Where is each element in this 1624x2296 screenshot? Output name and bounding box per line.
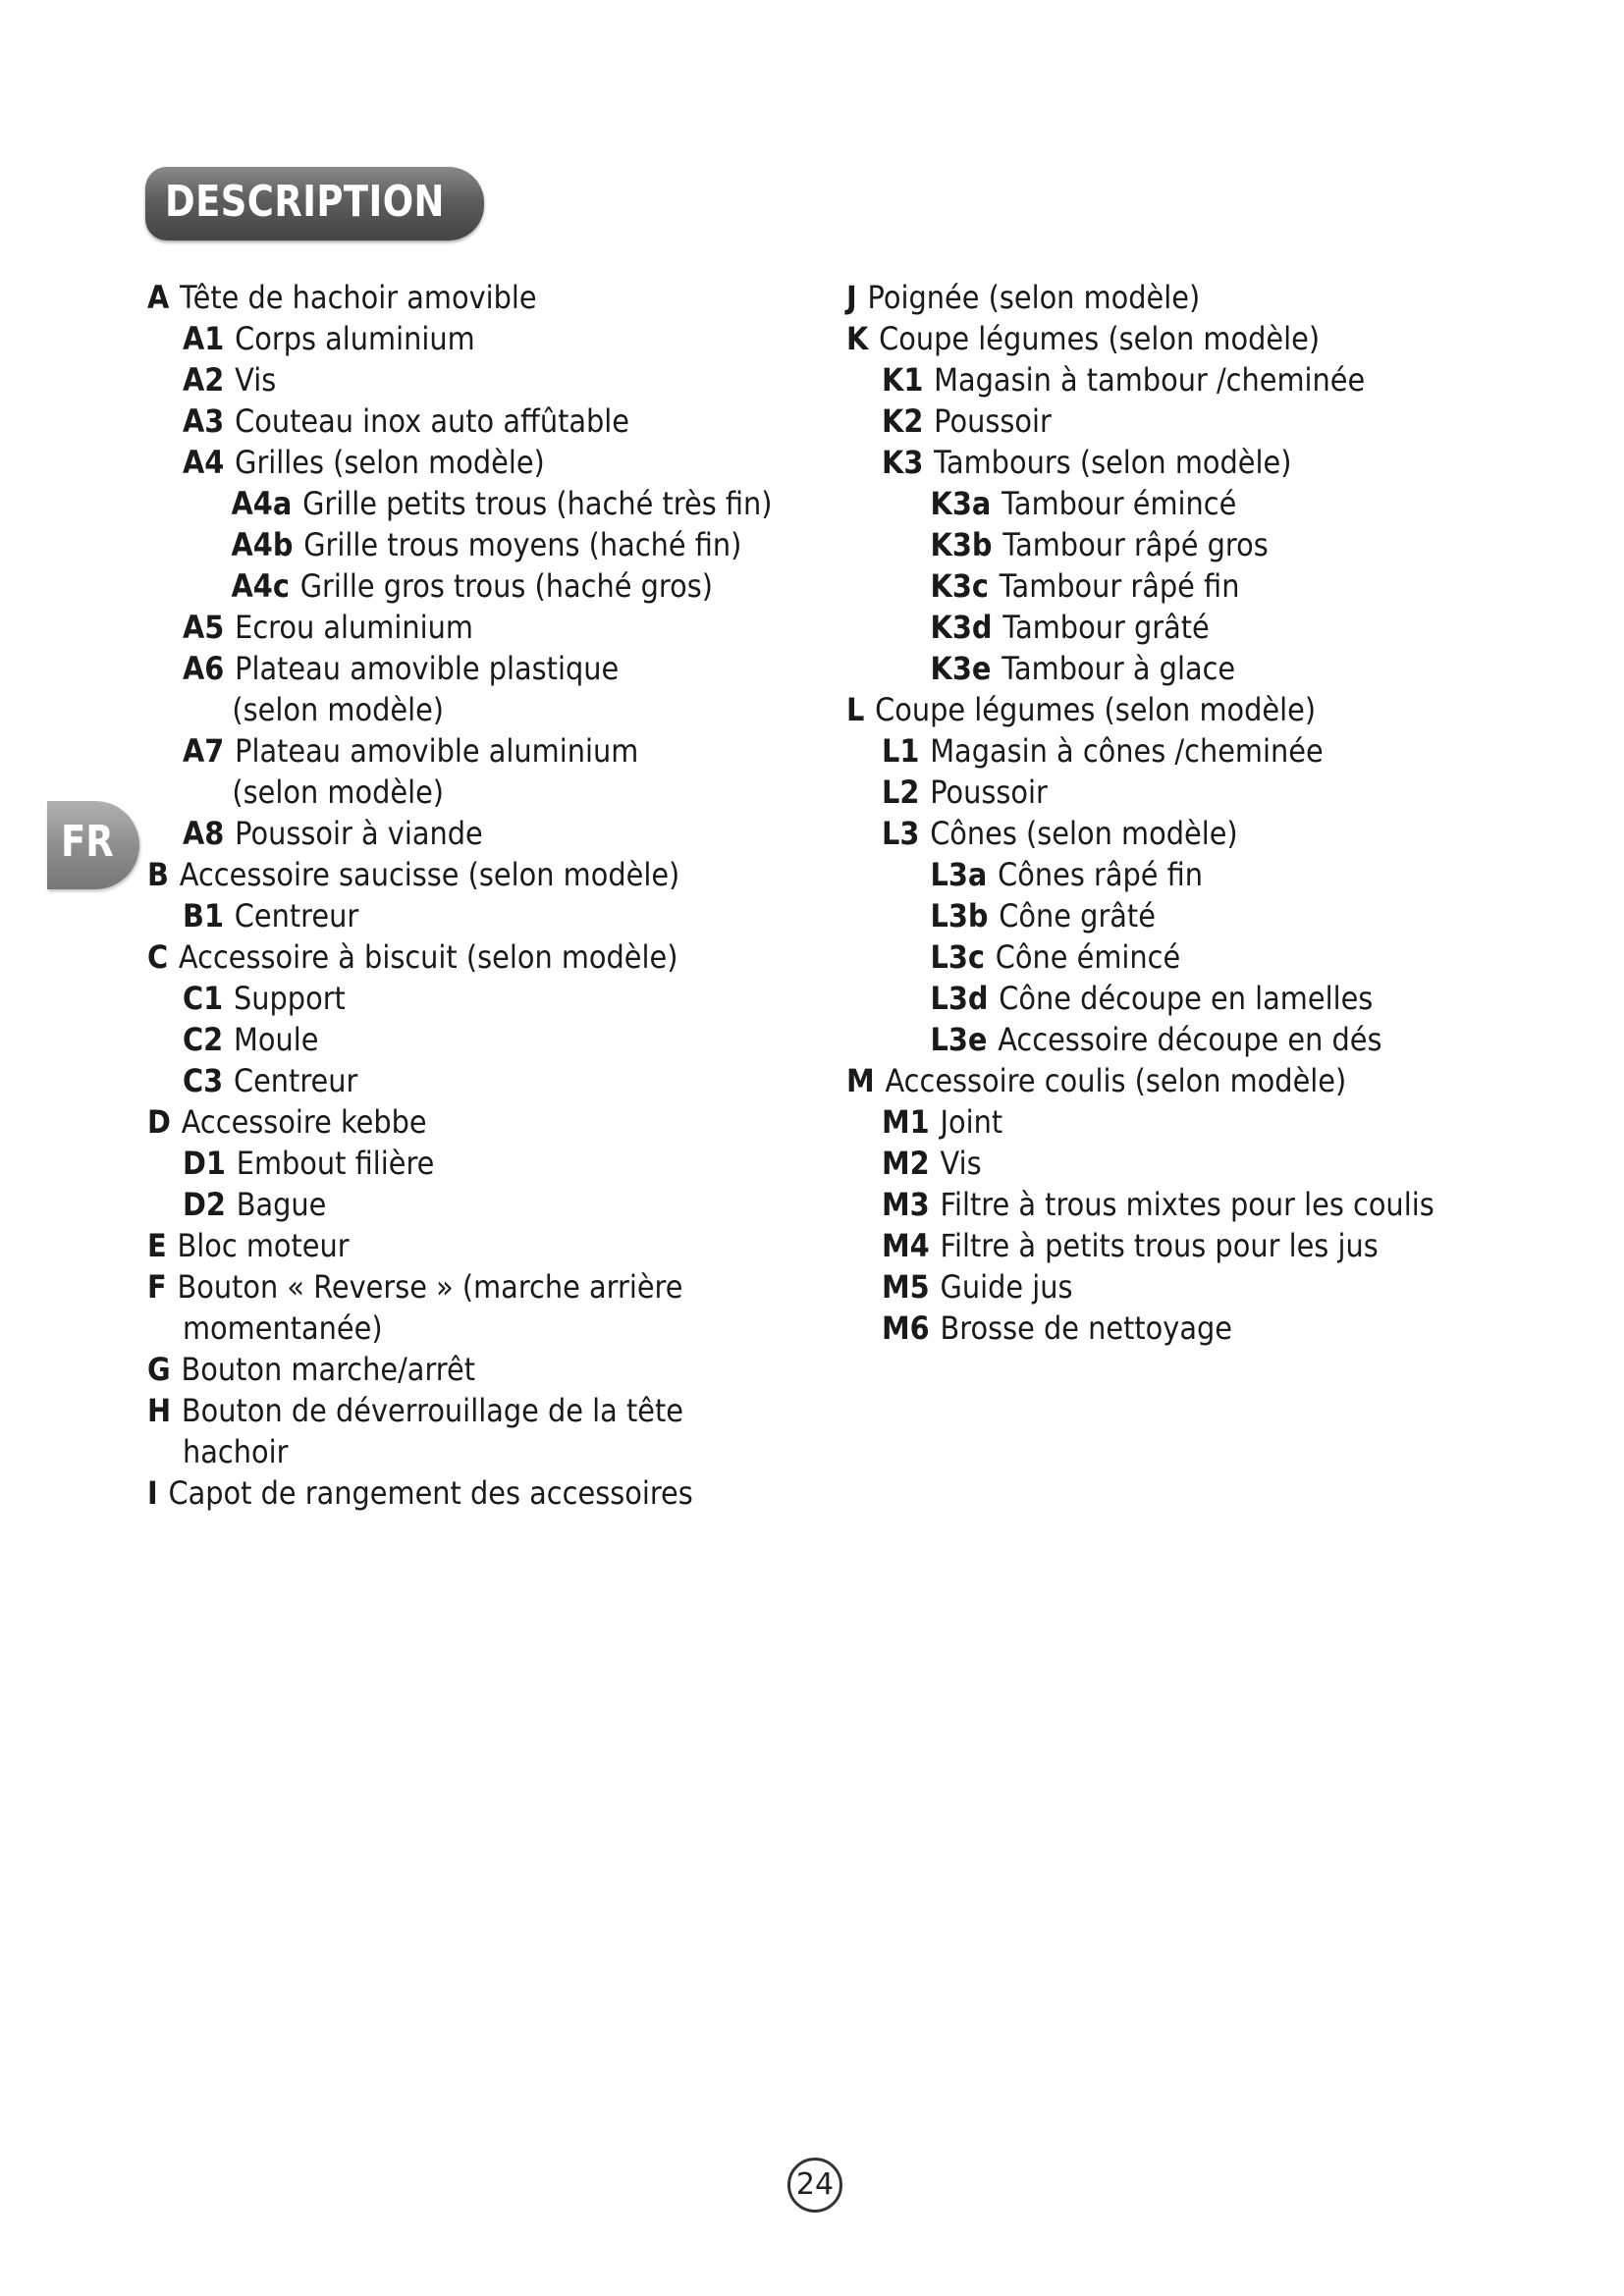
description-item bbox=[846, 936, 1483, 978]
item-code: D1 bbox=[183, 1145, 226, 1182]
description-item-continuation bbox=[147, 1308, 784, 1349]
item-label: Grille trous moyens (haché fin) bbox=[303, 526, 742, 563]
description-item bbox=[846, 978, 1483, 1019]
item-code: A bbox=[147, 279, 170, 316]
description-item bbox=[147, 442, 784, 483]
item-code: L1 bbox=[882, 732, 920, 770]
language-tab bbox=[47, 801, 139, 889]
description-item bbox=[846, 1184, 1483, 1225]
item-code: L bbox=[846, 691, 865, 728]
section-title: DESCRIPTION bbox=[165, 177, 445, 227]
item-code: K1 bbox=[882, 361, 924, 399]
item-label: momentanée) bbox=[183, 1309, 383, 1347]
description-item bbox=[147, 895, 784, 936]
item-label: Cônes râpé fin bbox=[998, 856, 1204, 893]
item-code: L3c bbox=[930, 938, 985, 976]
page-number: 24 bbox=[787, 2158, 842, 2213]
description-item bbox=[846, 1308, 1483, 1349]
description-item bbox=[147, 359, 784, 400]
description-item bbox=[846, 483, 1483, 524]
item-label: Bouton « Reverse » (marche arrière bbox=[177, 1268, 683, 1306]
description-item bbox=[147, 483, 784, 524]
item-label: Coupe légumes (selon modèle) bbox=[879, 320, 1321, 357]
item-code: D bbox=[147, 1103, 171, 1141]
item-label: Cône grâté bbox=[999, 897, 1156, 934]
item-label: Guide jus bbox=[940, 1268, 1073, 1306]
description-item-continuation bbox=[147, 1431, 784, 1472]
description-item bbox=[846, 772, 1483, 813]
item-code: L3d bbox=[930, 980, 989, 1017]
description-item bbox=[846, 689, 1483, 730]
item-code: K3e bbox=[930, 650, 992, 687]
item-label: Magasin à cônes /cheminée bbox=[930, 732, 1324, 770]
item-label: Tambour grâté bbox=[1002, 609, 1210, 646]
item-code: C2 bbox=[183, 1021, 224, 1058]
description-list-left bbox=[147, 277, 854, 1514]
description-item bbox=[846, 442, 1483, 483]
item-code: H bbox=[147, 1392, 172, 1429]
item-label: Bloc moteur bbox=[177, 1227, 350, 1264]
item-label: Accessoire découpe en dés bbox=[998, 1021, 1382, 1058]
item-code: G bbox=[147, 1351, 171, 1388]
item-code: K3 bbox=[882, 444, 924, 481]
item-label: Poignée (selon modèle) bbox=[867, 279, 1201, 316]
description-list-right bbox=[846, 277, 1553, 1349]
item-code: E bbox=[147, 1227, 167, 1264]
description-item bbox=[846, 524, 1483, 565]
description-item bbox=[846, 1225, 1483, 1266]
item-code: K bbox=[846, 320, 869, 357]
item-code: A2 bbox=[183, 361, 225, 399]
description-item bbox=[147, 1472, 784, 1514]
description-item bbox=[147, 1390, 784, 1431]
item-label: Tambour émincé bbox=[1001, 485, 1237, 522]
item-code: A4c bbox=[231, 567, 290, 605]
item-code: K2 bbox=[882, 402, 924, 440]
item-label: Grilles (selon modèle) bbox=[235, 444, 545, 481]
item-label: Support bbox=[233, 980, 346, 1017]
description-item bbox=[846, 1101, 1483, 1143]
item-code: M5 bbox=[882, 1268, 930, 1306]
description-item bbox=[147, 1266, 784, 1308]
item-code: A6 bbox=[183, 650, 225, 687]
item-label: Couteau inox auto affûtable bbox=[235, 402, 630, 440]
item-code: C bbox=[147, 938, 169, 976]
item-label: Centreur bbox=[233, 1062, 358, 1099]
item-code: I bbox=[147, 1474, 158, 1512]
item-label: Capot de rangement des accessoires bbox=[168, 1474, 693, 1512]
item-code: L2 bbox=[882, 774, 920, 811]
item-label: Accessoire à biscuit (selon modèle) bbox=[178, 938, 678, 976]
item-code: D2 bbox=[183, 1186, 226, 1223]
item-label: (selon modèle) bbox=[232, 691, 445, 728]
description-item bbox=[147, 524, 784, 565]
item-code: A1 bbox=[183, 320, 225, 357]
item-label: Vis bbox=[235, 361, 277, 399]
item-label: Bouton de déverrouillage de la tête bbox=[181, 1392, 683, 1429]
item-code: M3 bbox=[882, 1186, 930, 1223]
item-code: L3 bbox=[882, 815, 920, 852]
language-code: FR bbox=[61, 817, 114, 867]
item-label: Tête de hachoir amovible bbox=[180, 279, 537, 316]
description-item bbox=[846, 1019, 1483, 1060]
description-item bbox=[147, 1060, 784, 1101]
description-item bbox=[147, 648, 784, 689]
item-code: C3 bbox=[183, 1062, 224, 1099]
item-code: A8 bbox=[183, 815, 225, 852]
item-code: M2 bbox=[882, 1145, 930, 1182]
description-item bbox=[846, 565, 1483, 607]
description-item-continuation bbox=[147, 689, 784, 730]
item-code: L3a bbox=[930, 856, 988, 893]
item-code: J bbox=[846, 279, 857, 316]
item-label: Plateau amovible aluminium bbox=[235, 732, 639, 770]
item-label: Poussoir bbox=[930, 774, 1048, 811]
description-item bbox=[147, 277, 784, 318]
item-code: K3c bbox=[930, 567, 989, 605]
description-item bbox=[147, 1019, 784, 1060]
item-label: Tambours (selon modèle) bbox=[934, 444, 1292, 481]
item-code: A4a bbox=[231, 485, 293, 522]
item-label: Bouton marche/arrêt bbox=[181, 1351, 476, 1388]
item-code: M1 bbox=[882, 1103, 930, 1141]
item-label: (selon modèle) bbox=[232, 774, 445, 811]
item-code: A3 bbox=[183, 402, 225, 440]
item-code: B1 bbox=[183, 897, 224, 934]
item-label: Magasin à tambour /cheminée bbox=[934, 361, 1366, 399]
item-label: Accessoire kebbe bbox=[181, 1103, 427, 1141]
description-item bbox=[147, 565, 784, 607]
description-item bbox=[846, 400, 1483, 442]
item-code: A7 bbox=[183, 732, 225, 770]
item-code: M4 bbox=[882, 1227, 930, 1264]
item-label: Accessoire saucisse (selon modèle) bbox=[179, 856, 680, 893]
description-item bbox=[147, 1143, 784, 1184]
description-item bbox=[846, 1143, 1483, 1184]
description-item bbox=[846, 813, 1483, 854]
description-item bbox=[846, 1060, 1483, 1101]
description-item bbox=[147, 730, 784, 772]
item-label: Embout filière bbox=[236, 1145, 435, 1182]
description-item bbox=[147, 1225, 784, 1266]
description-item bbox=[846, 730, 1483, 772]
item-code: L3e bbox=[930, 1021, 988, 1058]
item-label: hachoir bbox=[183, 1433, 289, 1470]
item-label: Tambour râpé fin bbox=[999, 567, 1240, 605]
item-label: Plateau amovible plastique bbox=[235, 650, 620, 687]
description-item bbox=[846, 277, 1483, 318]
description-item-continuation bbox=[147, 772, 784, 813]
item-label: Cône émincé bbox=[995, 938, 1181, 976]
item-label: Cône découpe en lamelles bbox=[999, 980, 1374, 1017]
description-item bbox=[147, 607, 784, 648]
item-label: Tambour râpé gros bbox=[1002, 526, 1269, 563]
description-item bbox=[147, 936, 784, 978]
item-code: M6 bbox=[882, 1309, 930, 1347]
item-label: Poussoir bbox=[934, 402, 1052, 440]
description-item bbox=[147, 1101, 784, 1143]
item-code: M bbox=[846, 1062, 875, 1099]
item-label: Tambour à glace bbox=[1001, 650, 1236, 687]
description-item bbox=[846, 359, 1483, 400]
item-label: Joint bbox=[940, 1103, 1003, 1141]
item-code: A5 bbox=[183, 609, 225, 646]
description-item bbox=[147, 1184, 784, 1225]
section-header bbox=[145, 167, 484, 240]
item-label: Bague bbox=[236, 1186, 327, 1223]
item-label: Grille gros trous (haché gros) bbox=[299, 567, 713, 605]
item-code: A4 bbox=[183, 444, 225, 481]
item-code: L3b bbox=[930, 897, 989, 934]
description-item bbox=[147, 1349, 784, 1390]
item-label: Centreur bbox=[234, 897, 359, 934]
description-item bbox=[846, 318, 1483, 359]
description-item bbox=[846, 607, 1483, 648]
description-item bbox=[147, 813, 784, 854]
item-label: Cônes (selon modèle) bbox=[930, 815, 1238, 852]
item-label: Coupe légumes (selon modèle) bbox=[875, 691, 1317, 728]
item-code: K3b bbox=[930, 526, 993, 563]
item-code: C1 bbox=[183, 980, 224, 1017]
description-item bbox=[147, 854, 784, 895]
item-label: Accessoire coulis (selon modèle) bbox=[885, 1062, 1347, 1099]
item-label: Filtre à petits trous pour les jus bbox=[940, 1227, 1379, 1264]
description-item bbox=[846, 648, 1483, 689]
item-label: Moule bbox=[233, 1021, 319, 1058]
item-code: F bbox=[147, 1268, 167, 1306]
description-item bbox=[846, 854, 1483, 895]
item-code: B bbox=[147, 856, 169, 893]
item-code: K3d bbox=[930, 609, 993, 646]
item-label: Ecrou aluminium bbox=[235, 609, 473, 646]
description-item bbox=[147, 318, 784, 359]
item-code: A4b bbox=[231, 526, 294, 563]
item-label: Filtre à trous mixtes pour les coulis bbox=[940, 1186, 1435, 1223]
item-label: Vis bbox=[940, 1145, 982, 1182]
description-item bbox=[846, 895, 1483, 936]
description-item bbox=[147, 978, 784, 1019]
item-label: Poussoir à viande bbox=[235, 815, 483, 852]
description-item bbox=[147, 400, 784, 442]
item-label: Corps aluminium bbox=[235, 320, 475, 357]
item-label: Brosse de nettoyage bbox=[940, 1309, 1232, 1347]
item-code: K3a bbox=[930, 485, 992, 522]
item-label: Grille petits trous (haché très fin) bbox=[302, 485, 773, 522]
description-item bbox=[846, 1266, 1483, 1308]
